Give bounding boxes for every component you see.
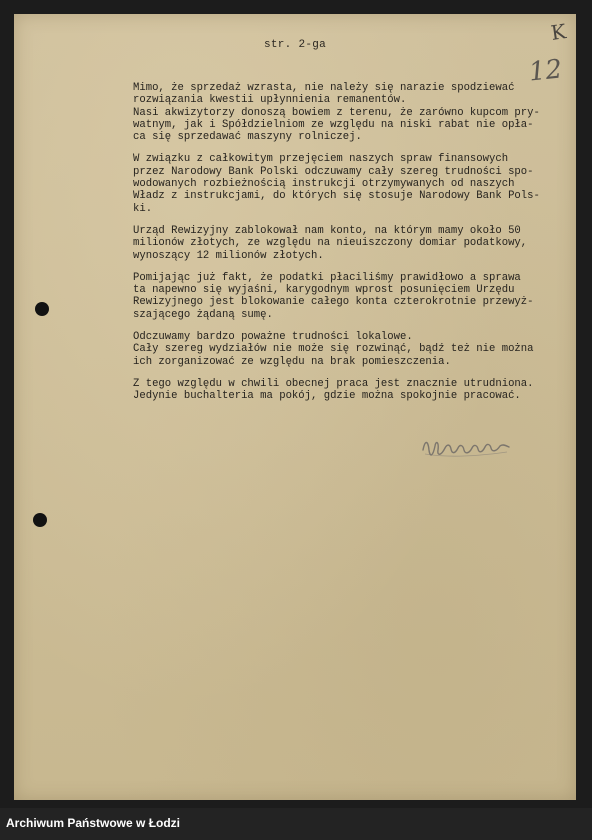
paragraph-sales: Mimo, że sprzedaż wzrasta, nie należy się narazie spodziewać rozwiązania kwestii upłynnienia remanentów. Nasi akwizytorzy donoszą bowiem z terenu, że zarówno kupcom pry- watnym, jak i Spółdzielniom ze względu na niski rabat nie opła- ca się sprzedawać maszyny rolniczej.: [133, 82, 540, 144]
paragraph-premises: Odczuwamy bardzo poważne trudności lokalowe. Cały szereg wydziałów nie może się rozwinąć, bądź też nie można ich zorganizować ze względu na brak pomieszczenia.: [133, 331, 534, 368]
punch-hole-upper: [35, 302, 49, 316]
corner-mark: K: [549, 19, 568, 45]
punch-hole-lower: [33, 513, 47, 527]
handwritten-signature: [419, 434, 515, 462]
page-header: str. 2-ga: [263, 39, 327, 51]
document-body: [133, 82, 573, 413]
archive-caption: Archiwum Państwowe w Łodzi: [6, 816, 181, 830]
paragraph-work-conditions: Z tego względu w chwili obecnej praca jest znacznie utrudniona. Jedynie buchalteria ma pokój, gdzie można spokojnie pracować.: [133, 377, 534, 403]
folio-number: 12: [527, 54, 564, 88]
paragraph-bank: W związku z całkowitym przejęciem naszych spraw finansowych przez Narodowy Bank Polski odczuwamy cały szereg trudności spo- wodowanych rozbieżnością instrukcji otrzymywanych od naszych Władz z instrukcjami, do których się stosuje Narodowy Bank Pols- ki.: [133, 153, 540, 215]
paragraph-tax: Pomijając już fakt, że podatki płaciliśmy prawidłowo a sprawa ta napewno się wyjaśni, karygodnym wprost posunięciem Urzędu Rewizyjnego jest blokowanie całego konta czterokrotnie przewyż- szającego żądaną sumę.: [133, 271, 534, 321]
paragraph-account-blocked: Urząd Rewizyjny zablokował nam konto, na którym mamy około 50 milionów złotych, ze względu na nieuiszczony domiar podatkowy, wynoszący 12 milionów złotych.: [133, 224, 528, 262]
document-page: [14, 14, 576, 800]
